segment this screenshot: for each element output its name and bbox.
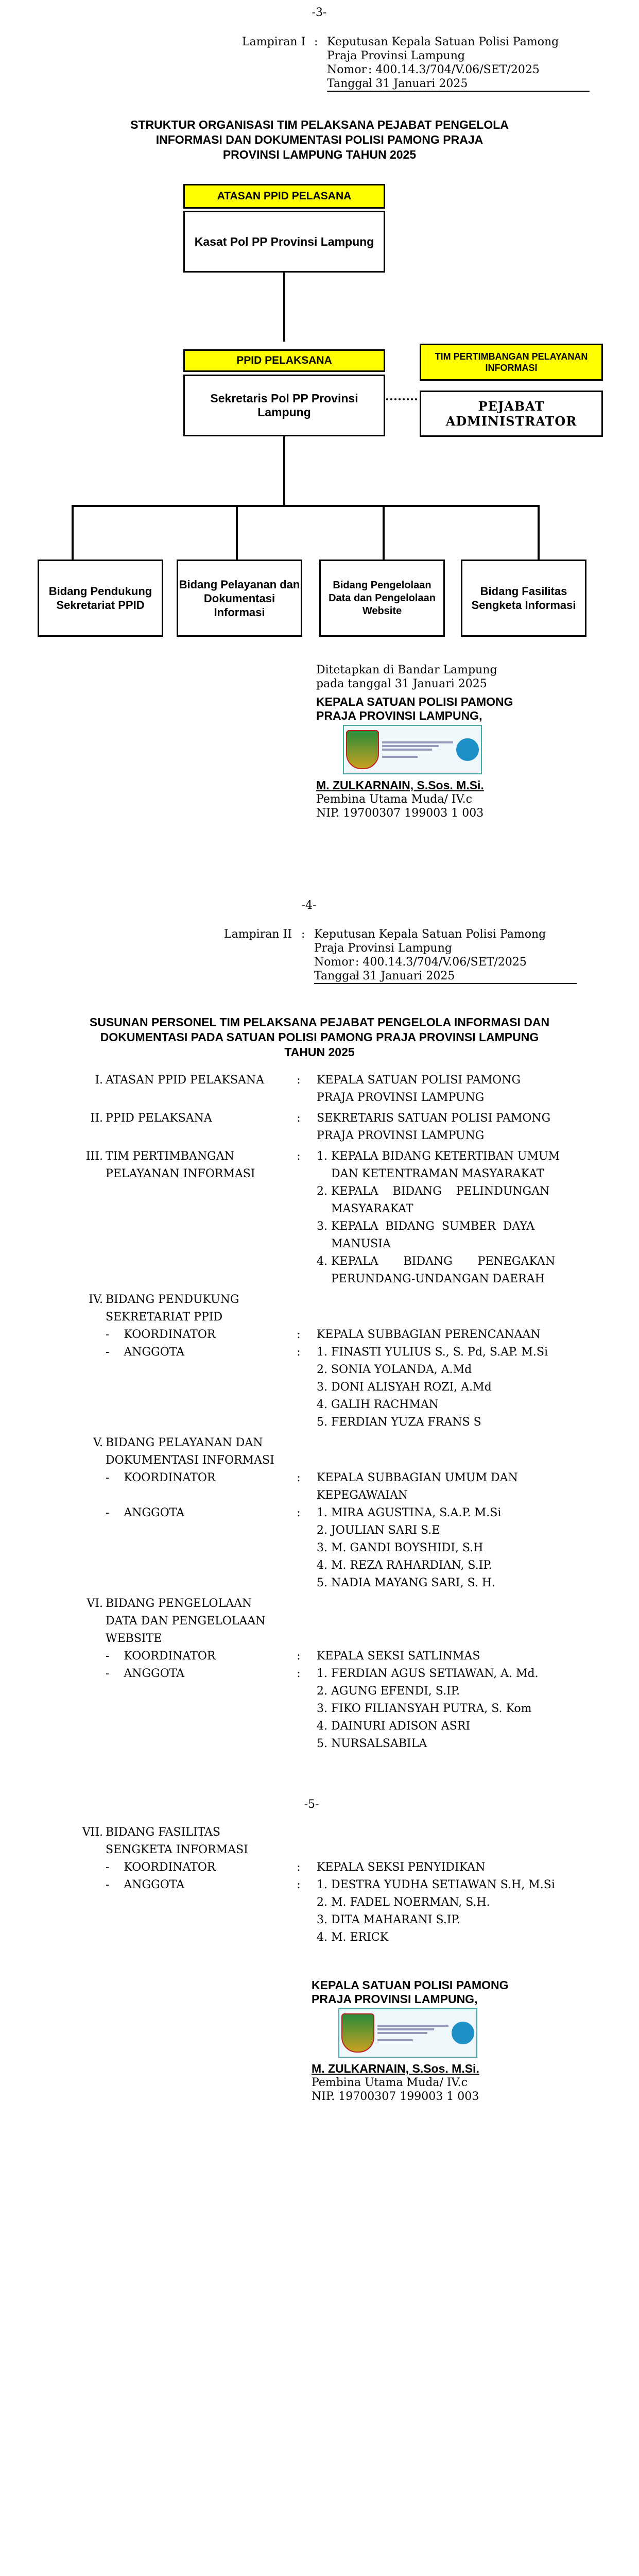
electronic-signature-stamp (343, 725, 482, 774)
bidang-box-4: Bidang Fasilitas Sengketa Informasi (461, 560, 586, 637)
tim-label-box: TIM PERTIMBANGAN PELAYANAN INFORMASI (420, 344, 603, 381)
signature-date: pada tanggal 31 Januari 2025 (316, 677, 487, 690)
lampung-emblem-icon (341, 2013, 374, 2053)
horizontal-connector (72, 505, 540, 507)
pelaksana-name-box: Sekretaris Pol PP Provinsi Lampung (183, 375, 385, 436)
connector-line (383, 505, 385, 560)
personnel-list: VII. BIDANG FASILITAS SENGKETA INFORMASI - KOORDINATOR : KEPALA SEKSI PENYIDIKAN - ANGGOTA : 1. DESTRA YUDHA SETIAWAN S.H, M.Si 2. M. FADEL NOERMAN, S.H. 3. DITA MAHARANI S.IP. 4. M. ERICK (82, 1826, 555, 1944)
signature-block: KEPALA SATUAN POLISI PAMONG PRAJA PROVINSI LAMPUNG, M. ZULKARNAIN, S.Sos. M.Si. Pembina Utama Muda/ IV.c NIP. 19700307 199003 1 003 (312, 1978, 600, 2104)
page-number: -4- (301, 899, 317, 912)
dotted-connector (386, 398, 417, 400)
connector-line (283, 436, 285, 505)
signature-block: Ditetapkan di Bandar Lampung pada tanggal 31 Januari 2025 KEPALA SATUAN POLISI PAMONG PRAJA PROVINSI LAMPUNG, M. ZULKARNAIN, S.Sos. M.Si. Pembina Utama Muda/ IV.c NIP. 19700307 199003 1 003 (316, 663, 605, 820)
signature-place: Ditetapkan di Bandar Lampung (316, 664, 497, 676)
bidang-box-3: Bidang Pengelolaan Data dan Pengelolaan Website (319, 560, 445, 637)
lampiran-header: Lampiran I : Keputusan Kepala Satuan Polisi Pamong Praja Provinsi Lampung Nomor : 400.14.3/704/V.06/SET/2025 Tanggal: 31 Januari 2025 (242, 35, 590, 92)
bidang-box-2: Bidang Pelayanan dan Dokumentasi Informasi (177, 560, 302, 637)
signatory-name: M. ZULKARNAIN, S.Sos. M.Si. (316, 778, 484, 792)
lampiran-line1: Keputusan Kepala Satuan Polisi Pamong (327, 36, 559, 48)
electronic-signature-stamp (338, 2008, 477, 2058)
lampiran-label: Lampiran II (224, 928, 292, 941)
bsre-logo-icon (452, 2022, 474, 2044)
bsre-logo-icon (456, 738, 479, 761)
pelaksana-label-box: PPID PELAKSANA (183, 349, 385, 372)
personnel-list: I. ATASAN PPID PELAKSANA : KEPALA SATUAN POLISI PAMONG PRAJA PROVINSI LAMPUNG II. PPID PELAKSANA : SEKRETARIS SATUAN POLISI PAMONG PRAJA PROVINSI LAMPUNG III. TIM PERTIMBANGAN : 1. KEPALA BIDANG KETERTIBAN UMUM PELAYANAN INFORMASI DAN KETENTRAMAN MASYARAKAT 2. KEPALA BIDANG PELINDUNGAN MASYARAKAT 3. KEPALA BIDANG SUMBER DAYA MANUSIA 4. KEPALA BIDANG PENEGAKAN PERUNDANG-UNDANGAN DAERAH IV. BIDANG PENDUKUNG SEKRETARIAT PPID - KOORDINATOR : KEPALA SUBBAGIAN PERENCANAAN - ANGGOTA : 1. FINASTI YULIUS S., S. Pd, S.AP. M.Si 2. SONIA YOLANDA, A.Md 3. DONI ALISYAH ROZI, A.Md 4. GALIH RACHMAN 5. FERDIAN YUZA FRANS S V. BIDANG PELAYANAN DAN DOKUMENTASI INFORMASI - KOORDINATOR : KEPALA SUBBAGIAN UMUM DAN KEPEGAWAIAN - ANGGOTA : 1. MIRA AGUSTINA, S.A.P. M.Si 2. JOULIAN SARI S.E 3. M. GANDI BOYSHIDI, S.H 4. M. REZA RAHARDIAN, S.IP. 5. NADIA MAYANG SARI, S. H. VI. BIDANG PENGELOLAAN DATA DAN PENGELOLAAN WEBSITE - KOORDINATOR : KEPALA SEKSI SATLINMAS - ANGGOTA : 1. FERDIAN AGUS SETIAWAN, A. Md. 2. AGUNG EFENDI, S.IP. 3. FIKO FILIANSYAH PUTRA, S. Kom 4. DAINURI ADISON ASRI 5. NURSALSABILA (85, 1074, 560, 1750)
lampiran-label: Lampiran I (242, 36, 306, 48)
org-title: STRUKTUR ORGANISASI TIM PELAKSANA PEJABAT PENGELOLA INFORMASI DAN DOKUMENTASI POLISI PAMONG PRAJA PROVINSI LAMPUNG TAHUN 2025 (130, 118, 509, 161)
page-number: -5- (304, 1798, 319, 1811)
signatory-name: M. ZULKARNAIN, S.Sos. M.Si. (312, 2062, 479, 2075)
personnel-title: SUSUNAN PERSONEL TIM PELAKSANA PEJABAT PENGELOLA INFORMASI DAN DOKUMENTASI PADA SATUAN POLISI PAMONG PRAJA PROVINSI LAMPUNG TAHUN 2025 (89, 1015, 550, 1059)
bidang-box-1: Bidang Pendukung Sekretariat PPID (38, 560, 163, 637)
lampiran-header: Lampiran II : Keputusan Kepala Satuan Polisi Pamong Praja Provinsi Lampung Nomor : 400.14.3/704/V.06/SET/2025 Tanggal: 31 Januari 2025 (224, 927, 577, 984)
connector-line (538, 505, 540, 560)
connector-line (283, 273, 285, 342)
connector-line (72, 505, 74, 560)
pejabat-admin-box: PEJABAT ADMINISTRATOR (420, 391, 603, 437)
atasan-label-box: ATASAN PPID PELASANA (183, 184, 385, 209)
connector-line (236, 505, 238, 560)
page-number: -3- (312, 6, 327, 19)
lampung-emblem-icon (346, 730, 379, 769)
atasan-name-box: Kasat Pol PP Provinsi Lampung (183, 211, 385, 273)
